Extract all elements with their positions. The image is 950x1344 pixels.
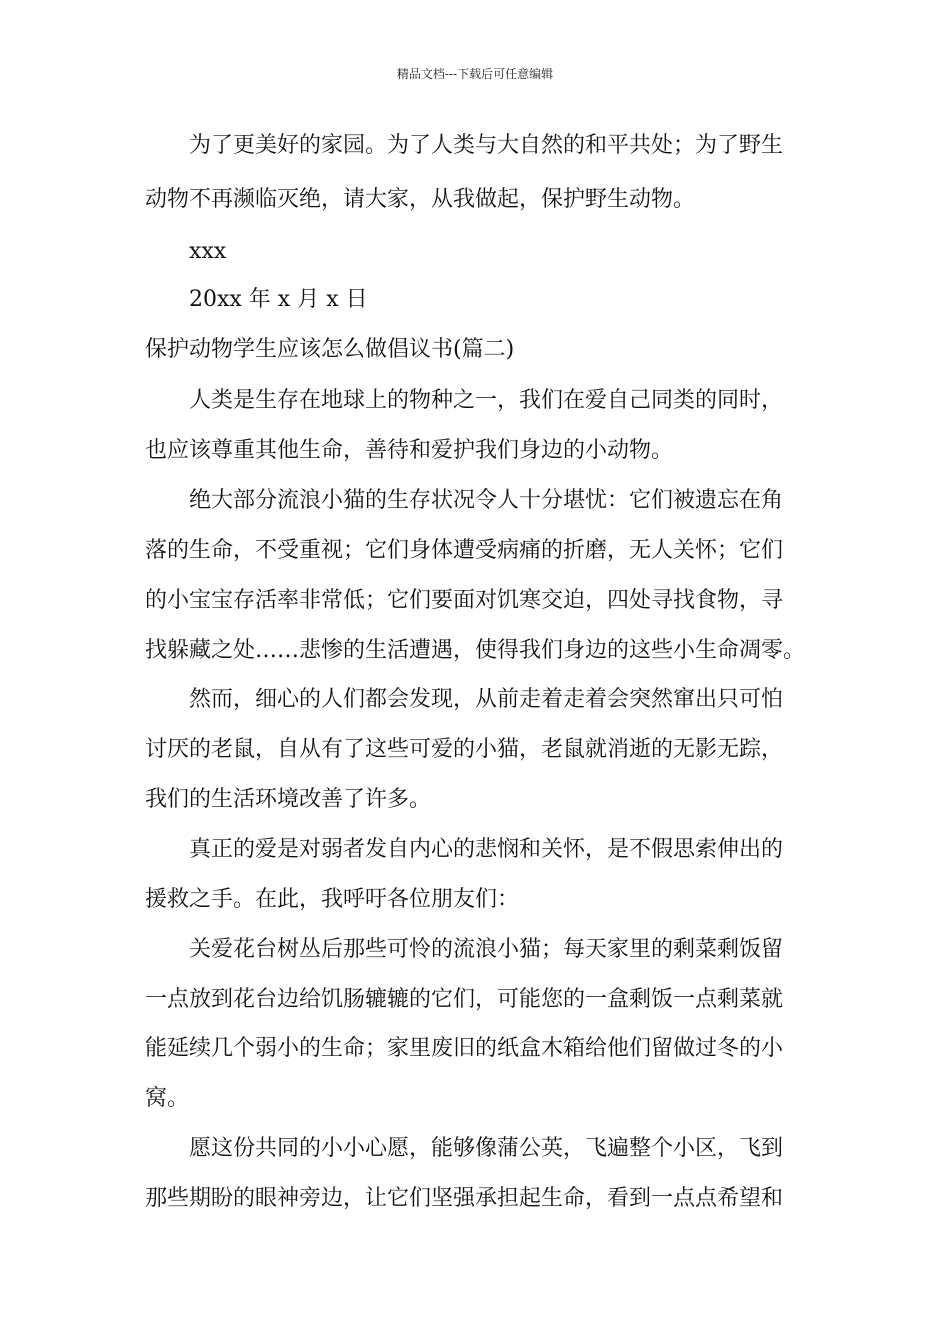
text-line: 动物不再濒临灭绝，请大家，从我做起，保护野生动物。 xyxy=(145,187,696,212)
text-line: 为了更美好的家园。为了人类与大自然的和平共处；为了野生 xyxy=(189,133,784,158)
text-line: 真正的爱是对弱者发自内心的悲悯和关怀，是不假思索伸出的 xyxy=(189,837,784,862)
text-line: 也应该尊重其他生命，善待和爱护我们身边的小动物。 xyxy=(145,438,674,463)
text-line: 一点放到花台边给饥肠辘辘的它们，可能您的一盒剩饭一点剩菜就 xyxy=(145,987,784,1012)
text-line: 绝大部分流浪小猫的生存状况令人十分堪忧：它们被遗忘在角 xyxy=(189,488,784,513)
text-line: 人类是生存在地球上的物种之一，我们在爱自己同类的同时， xyxy=(189,388,784,413)
text-line: 窝。 xyxy=(145,1086,190,1111)
text-line: 那些期盼的眼神旁边，让它们坚强承担起生命，看到一点点希望和 xyxy=(145,1186,784,1211)
text-line: 援救之手。在此，我呼吁各位朋友们： xyxy=(145,887,520,912)
page-header: 精品文档---下载后可任意编辑 xyxy=(396,67,554,81)
text-line: 的小宝宝存活率非常低；它们要面对饥寒交迫，四处寻找食物，寻 xyxy=(145,588,784,613)
text-line: 落的生命，不受重视；它们身体遭受病痛的折磨，无人关怀；它们 xyxy=(145,538,784,563)
text-line: 愿这份共同的小小心愿，能够像蒲公英，飞遍整个小区，飞到 xyxy=(189,1136,784,1161)
text-line: 能延续几个弱小的生命；家里废旧的纸盒木箱给他们留做过冬的小 xyxy=(145,1036,784,1061)
section-title: 保护动物学生应该怎么做倡议书(篇二) xyxy=(145,337,515,362)
signature-name: xxx xyxy=(189,239,227,264)
text-line: 找躲藏之处……悲惨的生活遭遇，使得我们身边的这些小生命凋零。 xyxy=(145,638,806,663)
text-line: 我们的生活环境改善了许多。 xyxy=(145,787,432,812)
text-line: 讨厌的老鼠，自从有了这些可爱的小猫，老鼠就消逝的无影无踪， xyxy=(145,737,784,762)
text-line: 关爱花台树丛后那些可怜的流浪小猫；每天家里的剩菜剩饭留 xyxy=(189,937,784,962)
signature-date: 20xx 年 x 月 x 日 xyxy=(189,287,368,312)
text-line: 然而，细心的人们都会发现，从前走着走着会突然窜出只可怕 xyxy=(189,687,784,712)
